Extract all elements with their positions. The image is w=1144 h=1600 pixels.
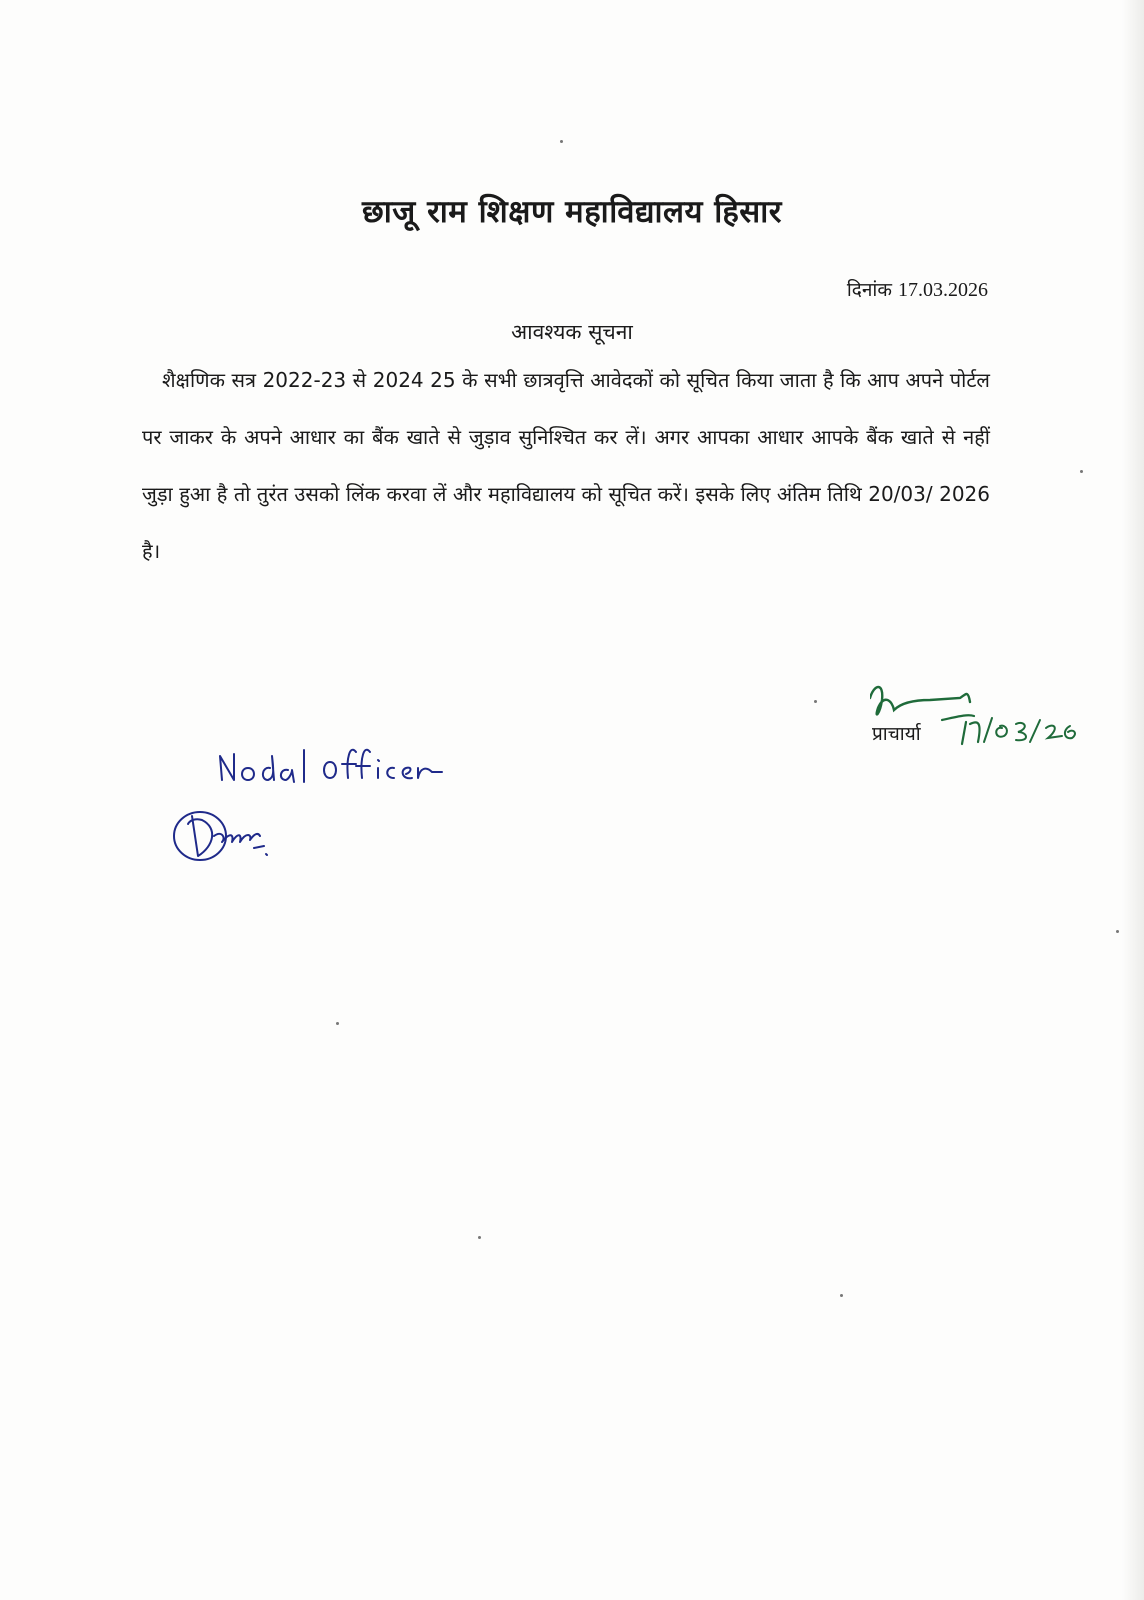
scan-speck [840, 1294, 843, 1297]
page-edge-shadow [1122, 0, 1144, 1600]
notice-body: शैक्षणिक सत्र 2022-23 से 2024 25 के सभी छात्रवृत्ति आवेदकों को सूचित किया जाता है कि आप अपने पोर्टल पर जाकर के अपने आधार का बैंक खाते से जुड़ाव सुनिश्चित कर लें। अगर आपका आधार आपके बैंक खाते से नहीं जुड़ा हुआ है तो तुरंत उसको लिंक करवा लें और महाविद्यालय को सूचित करें। इसके लिए अंतिम तिथि 20/03/ 2026 है। [142, 368, 990, 563]
scan-speck [1080, 470, 1083, 473]
scan-speck [1116, 930, 1119, 933]
date-label: दिनांक [846, 279, 892, 301]
date-line [847, 276, 988, 302]
scan-speck [560, 140, 563, 143]
scan-speck [478, 1236, 481, 1239]
nodal-officer-signature [170, 738, 470, 888]
college-title: छाजू राम शिक्षण महाविद्यालय हिसार [362, 194, 782, 230]
scan-speck [814, 700, 817, 703]
date-value: 17.03.2026 [898, 279, 988, 301]
notice-heading: आवश्यक सूचना [511, 320, 633, 344]
scan-speck [336, 1022, 339, 1025]
principal-label: प्राचार्या [872, 723, 921, 745]
